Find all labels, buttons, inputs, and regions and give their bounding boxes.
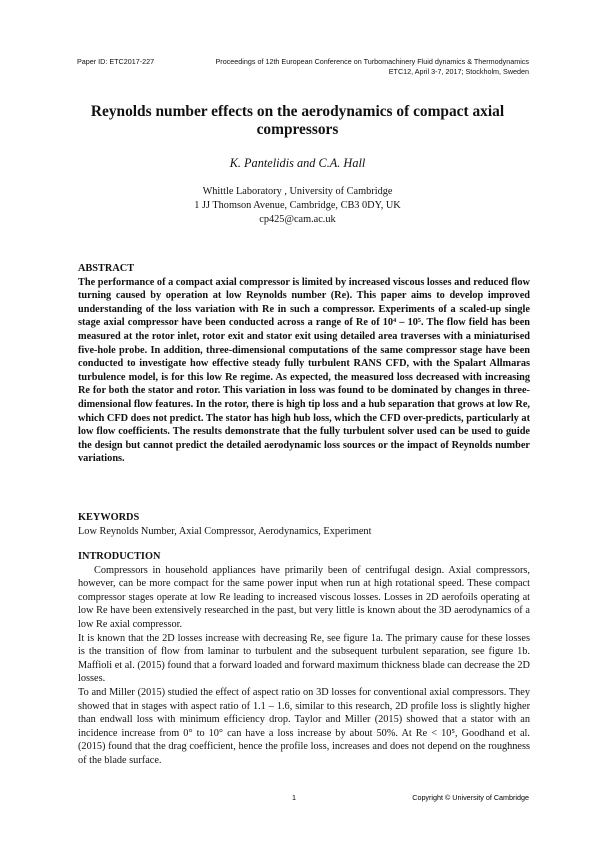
copyright-notice: Copyright © University of Cambridge	[412, 793, 529, 802]
keywords-section	[78, 511, 530, 538]
introduction-paragraph-2: It is known that the 2D losses increase with decreasing Re, see figure 1a. The primary cause for these losses is the transition of flow from laminar to turbulent and the subsequent turbulent separation, see figure 1b. Maffioli et al. (2015) found that a forward loaded and forward maximum thickness blade can decrease the 2D losses.	[78, 632, 530, 685]
affiliation-line2: 1 JJ Thomson Avenue, Cambridge, CB3 0DY, UK	[194, 200, 401, 211]
introduction-section	[78, 550, 530, 768]
abstract-section	[78, 262, 530, 466]
keywords-text: Low Reynolds Number, Axial Compressor, Aerodynamics, Experiment	[78, 525, 372, 537]
proceedings-line1: Proceedings of 12th European Conference on Turbomachinery Fluid dynamics & Thermodynamics	[215, 57, 529, 66]
paper-title: Reynolds number effects on the aerodynamics of compact axial compressors	[90, 103, 505, 138]
authors: K. Pantelidis and C.A. Hall	[229, 156, 366, 170]
proceedings-header	[216, 57, 530, 77]
abstract-text: The performance of a compact axial compressor is limited by increased viscous losses and reduced flow turning caused by operation at low Reynolds number (Re). This paper aims to develop improved understanding of the loss variation with Re in such a compressor. Experiments of a scaled-up single stage axial compressor have been conducted across a range of Re of 10⁴ – 10⁵. The flow field has been measured at the rotor inlet, rotor exit and stator exit using detailed area traverses with a miniaturised five-hole probe. In addition, three-dimensional computations of the same compressor stage have been conducted to investigate how effective steady fully turbulent RANS CFD, with the Spalart Allmaras turbulence model, is for this low Re regime. As expected, the measured loss decreased with increasing Re for both the stator and rotor. This variation in loss was found to be dominated by changes in three-dimensional flow features. In the rotor, there is high tip loss and a hub separation that grows at low Re, which CFD does not predict. The stator has high hub loss, which the CFD over-predicts, particularly at low flow coefficients. The results demonstrate that the fully turbulent solver used can be used to guide the design but cannot predict the detailed aerodynamic loss sources or the impact of Reynolds number variations.	[78, 276, 530, 465]
paper-id: Paper ID: ETC2017-227	[77, 57, 155, 66]
proceedings-line2: ETC12, April 3-7, 2017; Stockholm, Sweden	[388, 67, 529, 76]
page-number: 1	[292, 793, 296, 802]
introduction-paragraph-1: Compressors in household appliances have primarily been of centrifugal design. Axial compressors, however, can be more compact for the same power input when run at high rotational speed. These compact compressor stages operate at low Re leading to increased viscous losses. Losses in 2D aerofoils operating at low Re have been extensively researched in the past, but very little is known about the 3D aerodynamics of a low Re axial compressor.	[78, 564, 530, 630]
author-email: cp425@cam.ac.uk	[259, 214, 336, 225]
abstract-heading: ABSTRACT	[78, 263, 135, 274]
affiliation	[0, 185, 595, 227]
introduction-heading: INTRODUCTION	[78, 551, 161, 562]
affiliation-line1: Whittle Laboratory , University of Cambridge	[202, 186, 393, 197]
keywords-heading: KEYWORDS	[78, 512, 140, 523]
introduction-paragraph-3: To and Miller (2015) studied the effect of aspect ratio on 3D losses for conventional axial compressors. They showed that in stages with aspect ratio of 1.1 – 1.6, similar to this research, 2D profile loss is slightly higher than endwall loss with minimum efficiency drop. Taylor and Miller (2015) showed that a stator with an incidence increase from 0° to 10° can have a loss increase by about 50%. At Re < 10⁵, Goodhand et al. (2015) found that the drag coefficient, hence the profile loss, increases and does not depend on the roughness of the blade surface.	[78, 686, 530, 766]
